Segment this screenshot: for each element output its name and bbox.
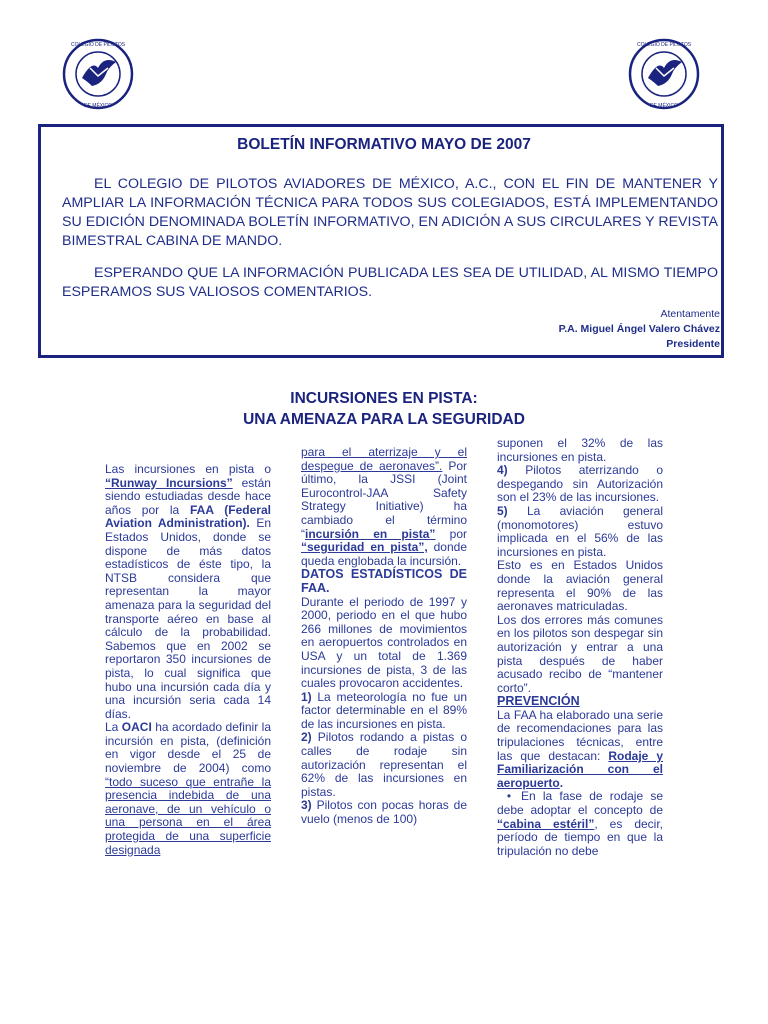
- col3-para-2: Los dos errores más comunes en los pilotos son despegar sin autorización y entrar a una pista después de haber acusado recibo de “mantener corto”.: [497, 612, 663, 695]
- stat-item-2: 2) Pilotos rodando a pistas o calles de rodaje sin autorización representan el 62% de las incursiones en pistas.: [301, 730, 467, 799]
- article-title-line-1: INCURSIONES EN PISTA:: [290, 390, 478, 407]
- signatory-name: P.A. Miguel Ángel Valero Chávez: [558, 323, 720, 335]
- svg-text:DE MÉXICO: DE MÉXICO: [649, 103, 679, 109]
- col3-para-3: La FAA ha elaborado una serie de recomendaciones para las tripulaciones técnicas, entre las que destacan: Rodaje y Familiarización con el aeropuerto.: [497, 707, 664, 790]
- signatory-role: Presidente: [666, 338, 720, 350]
- column-2: [301, 446, 467, 827]
- column-1: [105, 463, 271, 857]
- col1-para-1: Las incursiones en pista o “Runway Incursions” están siendo estudiadas desde hace años por la FAA (Federal Aviation Administration). En Estados Unidos, donde se dispone de más datos estadísticos de éste tipo, la NTSB considera que representan la mayor amenaza para la seguridad del transporte aéreo en base al cálculo de la probabilidad. Sabemos que en 2002 se reportaron 350 incursiones de pista, lo cual significa que hubo una incursión cada día y una incursión seria cada 14 días.: [105, 462, 272, 721]
- stat-item-3: 3) Pilotos con pocas horas de vuelo (menos de 100): [301, 798, 467, 827]
- colegio-logo-right: [628, 38, 700, 110]
- article-title: [0, 388, 768, 430]
- section-heading-statistics: DATOS ESTADÍSTICOS DE FAA.: [301, 567, 467, 595]
- closing-greeting: Atentamente: [660, 308, 720, 320]
- bullet-icon: •: [506, 789, 512, 804]
- col3-continuation: suponen el 32% de las incursiones en pista.: [497, 436, 663, 464]
- stat-item-1: 1) La meteorología no fue un factor determinable en el 89% de las incursiones en pista.: [301, 689, 467, 731]
- closing-paragraph: ESPERANDO QUE LA INFORMACIÓN PUBLICADA LES SEA DE UTILIDAD, AL MISMO TIEMPO ESPERAMOS SUS VALIOSOS COMENTARIOS.: [62, 265, 718, 300]
- section-heading-prevention: PREVENCIÓN: [497, 694, 580, 709]
- bulletin-title: BOLETÍN INFORMATIVO MAYO DE 2007: [237, 136, 531, 153]
- col1-para-2: La OACI ha acordado definir la incursión en pista, (definición en vigor desde el 25 de noviembre de 2004) como “todo suceso que entrañe la presencia indebida de una aeronave, de un vehículo o una persona en el área protegida de una superficie designada: [105, 720, 271, 857]
- intro-paragraph: EL COLEGIO DE PILOTOS AVIADORES DE MÉXICO, A.C., CON EL FIN DE MANTENER Y AMPLIAR LA INFORMACIÓN TÉCNICA PARA TODOS SUS COLEGIADOS, ESTÁ IMPLEMENTANDO SU EDICIÓN DENOMINADA BOLETÍN INFORMATIVO, EN ADICIÓN A SUS CIRCULARES Y REVISTA BIMESTRAL CABINA DE MANDO.: [62, 176, 718, 249]
- svg-text:COLEGIO DE PILOTOS: COLEGIO DE PILOTOS: [636, 42, 692, 48]
- svg-text:COLEGIO DE PILOTOS: COLEGIO DE PILOTOS: [70, 42, 126, 48]
- col2-para-2: Durante el periodo de 1997 y 2000, periodo en el que hubo 266 millones de movimientos en aeropuertos controlados en USA y un total de 1.369 incursiones de pista, 3 de las cuales provocaron accidentes.: [301, 594, 467, 691]
- col3-para-1: Esto es en Estados Unidos donde la aviación general representa el 90% de las aeronaves matriculadas.: [497, 558, 663, 614]
- article-title-line-2: UNA AMENAZA PARA LA SEGURIDAD: [243, 411, 525, 428]
- stat-item-4: 4) Pilotos aterrizando o despegando sin Autorización son el 23% de las incursiones.: [497, 463, 663, 505]
- col3-bullet-item: • En la fase de rodaje se debe adoptar el concepto de “cabina estéril”, es decir, período de tiempo en que la tripulación no debe: [497, 789, 663, 858]
- colegio-logo-left: [62, 38, 134, 110]
- column-3: [497, 437, 663, 858]
- svg-text:DE MÉXICO: DE MÉXICO: [83, 103, 113, 109]
- col2-para-1: para el aterrizaje y el despegue de aeronaves”. Por último, la JSSI (Joint Eurocontrol-JAA Safety Strategy Initiative) ha cambiado el término “incursión en pista” por “seguridad en pista”, donde queda englobada la incursión.: [301, 445, 468, 568]
- stat-item-5: 5) La aviación general (monomotores) estuvo implicada en el 56% de las incursiones en pista.: [497, 503, 663, 559]
